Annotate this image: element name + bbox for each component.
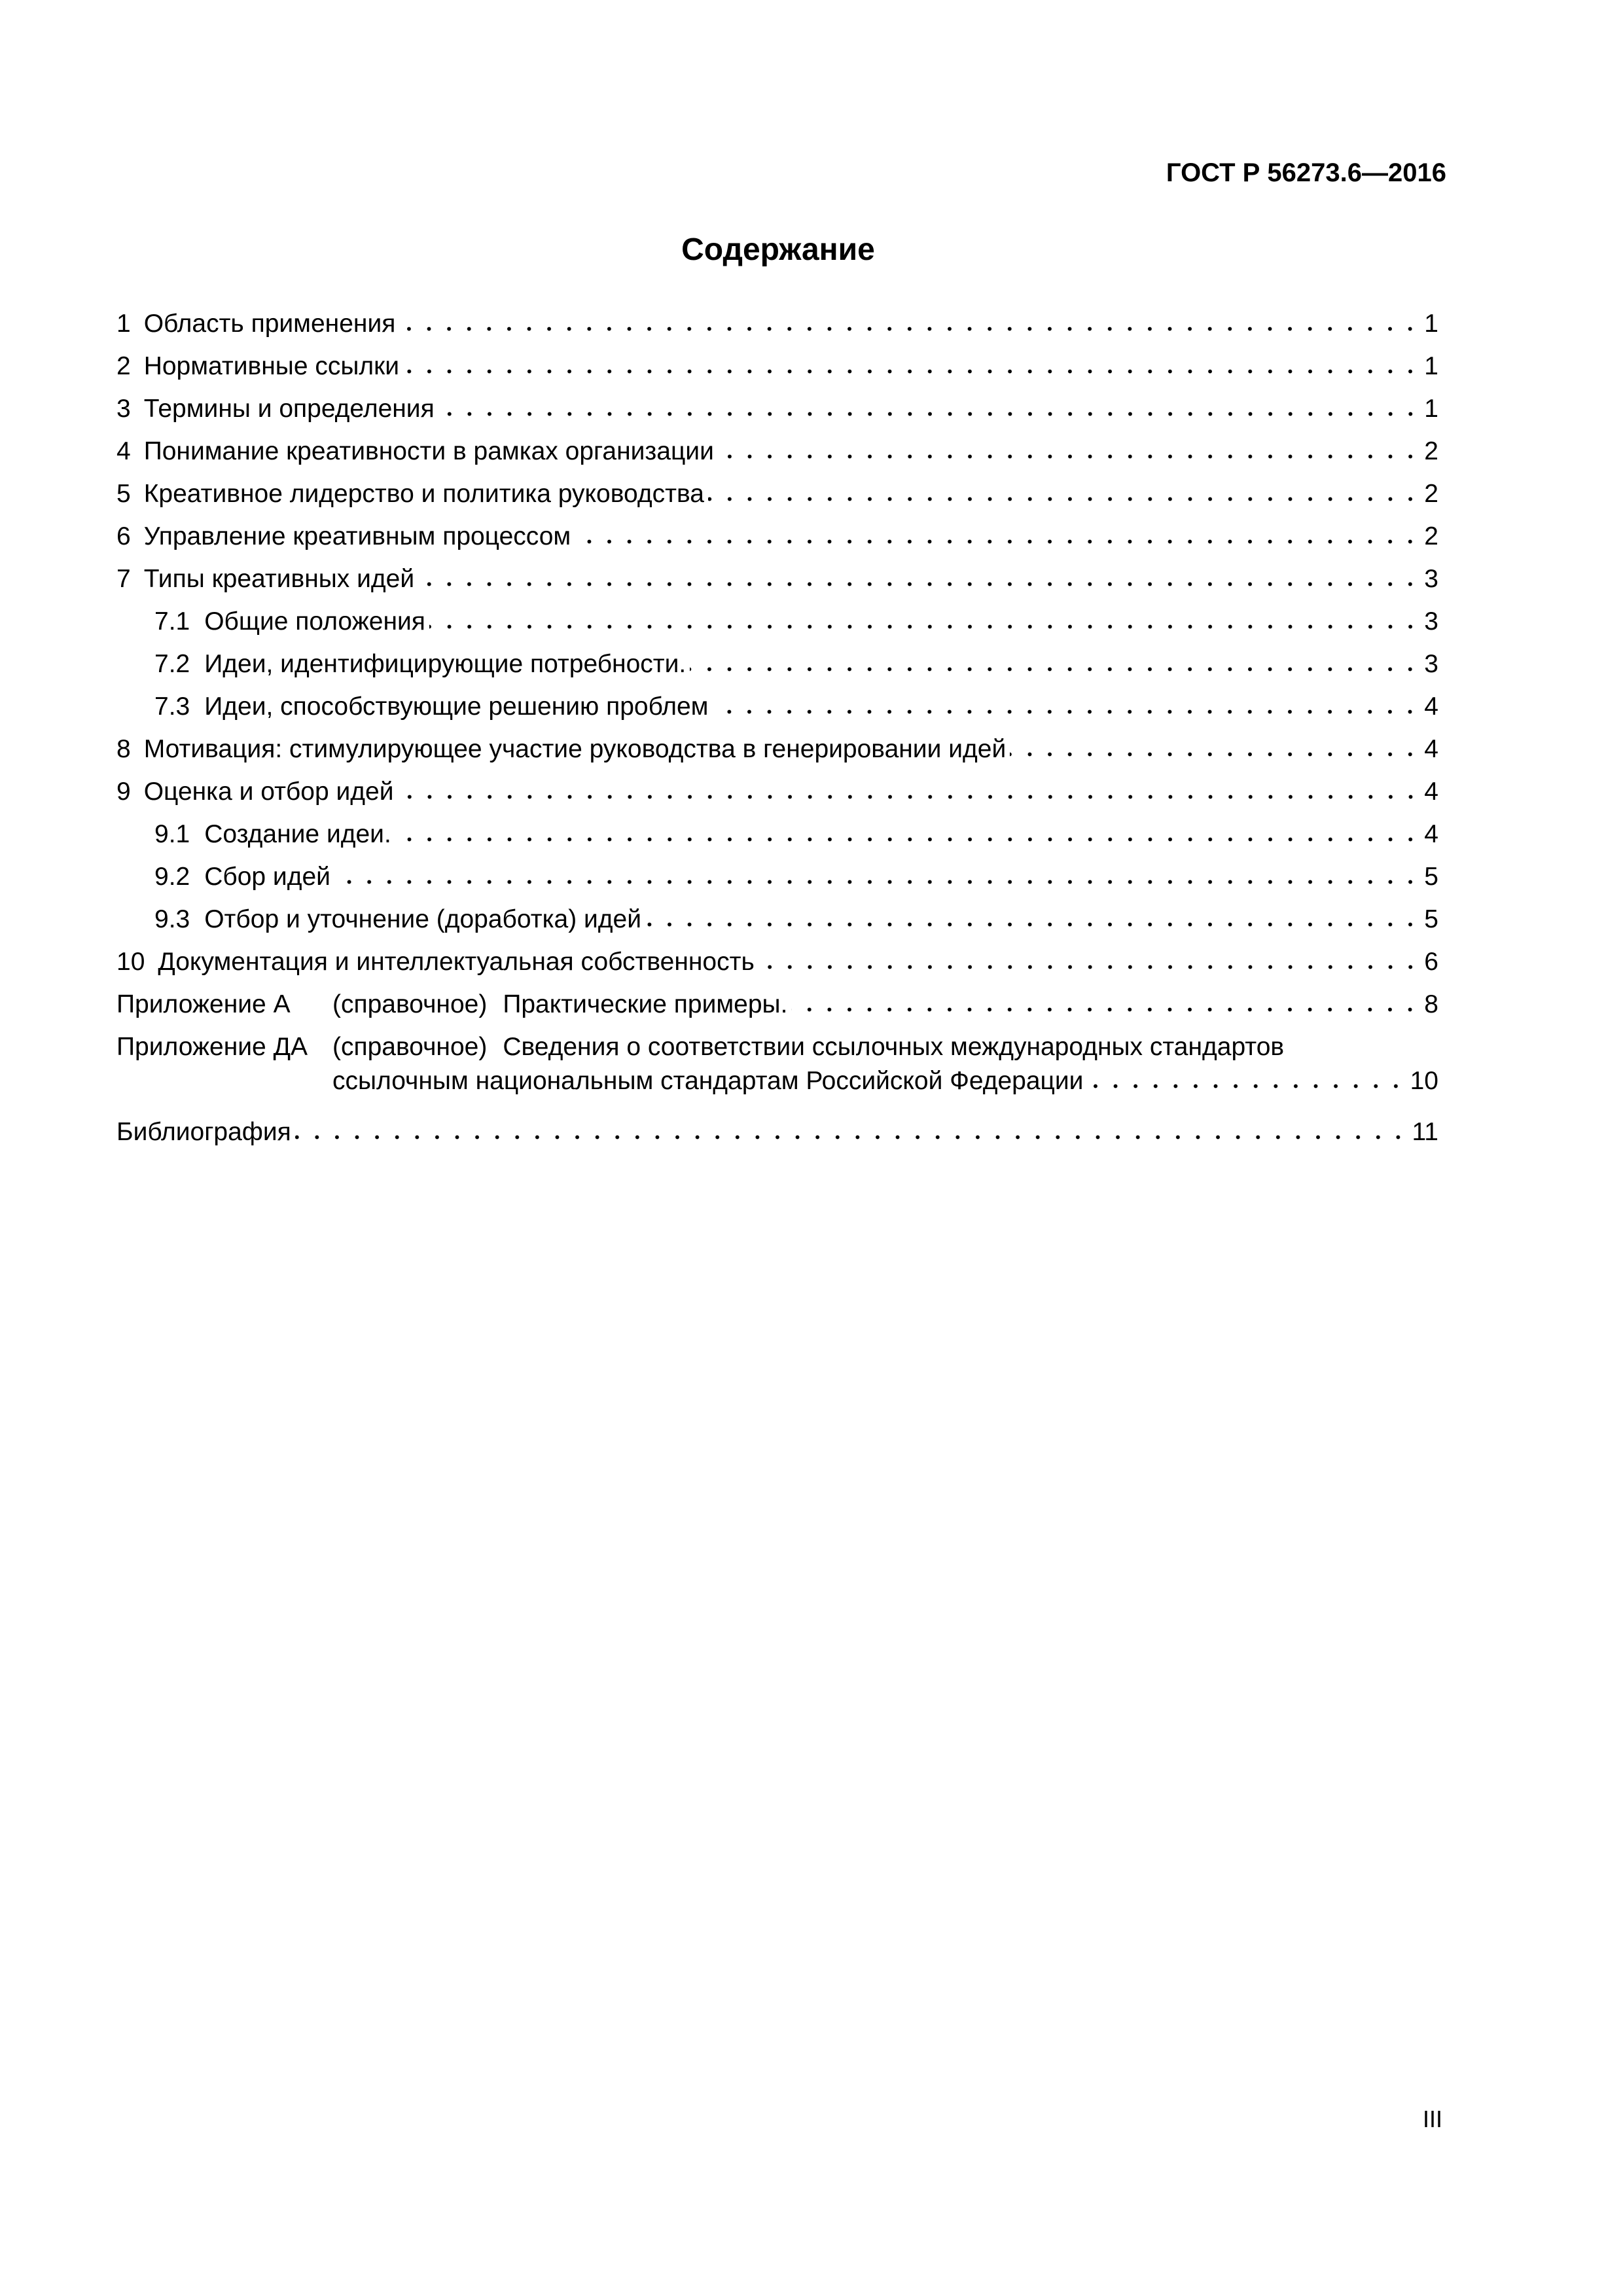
toc-entry-number: 6 (116, 522, 131, 550)
toc-subentry[interactable] (116, 864, 1438, 906)
toc-entry-text: Создание идеи. (204, 820, 391, 848)
toc-entry-text: Типы креативных идей (143, 565, 415, 593)
dot-leader (429, 624, 1420, 630)
document-code: ГОСТ Р 56273.6—2016 (1166, 158, 1446, 187)
toc-entry-number: 9.2 (154, 863, 190, 891)
toc-entry-number: 4 (116, 437, 131, 465)
annex-page: 10 (1410, 1067, 1438, 1095)
annex-title-line1: Сведения о соответствии ссылочных международных стандартов (503, 1033, 1285, 1061)
toc-entry-page: 4 (1424, 820, 1438, 848)
annex-label: Приложение ДА (116, 1033, 308, 1061)
toc-entry-text: Документация и интеллектуальная собственность (158, 948, 755, 976)
toc-entry-number: 10 (116, 948, 145, 976)
toc-entry[interactable] (116, 736, 1438, 779)
toc-entry-page: 4 (1424, 692, 1438, 721)
toc-entry-text: Общие положения (204, 607, 425, 636)
toc-entry-text: Идеи, способствующие решению проблем (204, 692, 709, 721)
toc-entry-number: 8 (116, 735, 131, 763)
annex-page: 8 (1424, 990, 1438, 1018)
dot-leader (645, 922, 1420, 927)
toc-entry-page: 3 (1424, 650, 1438, 678)
toc-entry-number: 9.1 (154, 820, 190, 848)
dot-leader (295, 1134, 1408, 1140)
dot-leader (418, 581, 1420, 587)
annex-label: Приложение А (116, 990, 291, 1018)
toc-entry[interactable] (116, 311, 1438, 353)
toc-entry-text: Креативное лидерство и политика руководства (143, 480, 704, 508)
annex-title: Практические примеры. (503, 990, 788, 1018)
toc-entry-text: Термины и определения (143, 395, 435, 423)
toc-subentry[interactable] (116, 609, 1438, 651)
toc-subentry[interactable] (116, 651, 1438, 694)
toc-entry-number: 7 (116, 565, 131, 593)
toc-entry-text: Мотивация: стимулирующее участие руководства в генерировании идей (143, 735, 1007, 763)
dot-leader (718, 454, 1420, 459)
toc-entry-number: 1 (116, 310, 131, 338)
toc-entry-number: 5 (116, 480, 131, 508)
annex-title-line2: ссылочным национальным стандартам Российской Федерации (332, 1067, 1084, 1095)
toc-entry-number: 3 (116, 395, 131, 423)
toc-subentry[interactable] (116, 821, 1438, 864)
toc-entry-page: 2 (1424, 522, 1438, 550)
dot-leader (708, 496, 1420, 502)
dot-leader (758, 964, 1420, 970)
dot-leader (334, 879, 1420, 885)
annex-da-line1 (116, 1034, 1438, 1068)
dot-leader (395, 836, 1420, 842)
dot-leader (791, 1007, 1420, 1013)
dot-leader (398, 794, 1421, 800)
toc-entry-text: Идеи, идентифицирующие потребности. (204, 650, 687, 678)
table-of-contents (116, 311, 1438, 1162)
dot-leader (438, 411, 1421, 417)
dot-leader (403, 368, 1420, 374)
toc-entry-page: 6 (1424, 948, 1438, 976)
toc-entry[interactable] (116, 949, 1438, 992)
toc-entry-text: Сбор идей (204, 863, 330, 891)
toc-entry[interactable] (116, 439, 1438, 481)
toc-entry[interactable] (116, 566, 1438, 609)
toc-entry-number: 9 (116, 778, 131, 806)
toc-entry-page: 5 (1424, 905, 1438, 933)
toc-annex-da[interactable] (116, 1034, 1438, 1119)
toc-entry-text: Отбор и уточнение (доработка) идей (204, 905, 642, 933)
annex-da-line2 (116, 1068, 1438, 1111)
dot-leader (712, 709, 1420, 715)
bibliography-label: Библиография (116, 1118, 291, 1146)
toc-entry[interactable] (116, 481, 1438, 524)
toc-entry-text: Нормативные ссылки (143, 352, 399, 380)
toc-entry-number: 7.2 (154, 650, 190, 678)
toc-entry-page: 1 (1424, 352, 1438, 380)
toc-subentry[interactable] (116, 906, 1438, 949)
bibliography-page: 11 (1412, 1118, 1438, 1146)
toc-annex-a[interactable] (116, 992, 1438, 1034)
toc-entry-page: 3 (1424, 565, 1438, 593)
toc-entry-page: 4 (1424, 778, 1438, 806)
toc-entry[interactable] (116, 396, 1438, 439)
toc-entry[interactable] (116, 524, 1438, 566)
toc-entry[interactable] (116, 353, 1438, 396)
toc-bibliography[interactable] (116, 1119, 1438, 1162)
dot-leader (575, 539, 1420, 545)
dot-leader (690, 666, 1420, 672)
toc-entry-page: 4 (1424, 735, 1438, 763)
toc-entry[interactable] (116, 779, 1438, 821)
annex-type: (справочное) (332, 990, 488, 1018)
toc-entry-page: 2 (1424, 480, 1438, 508)
toc-entry-number: 2 (116, 352, 131, 380)
toc-title: Содержание (681, 232, 875, 267)
toc-entry-page: 1 (1424, 395, 1438, 423)
toc-entry-page: 2 (1424, 437, 1438, 465)
toc-entry-text: Оценка и отбор идей (143, 778, 394, 806)
dot-leader (1087, 1083, 1406, 1089)
toc-subentry[interactable] (116, 694, 1438, 736)
dot-leader (399, 326, 1420, 332)
toc-entry-text: Управление креативным процессом (143, 522, 571, 550)
dot-leader (1010, 751, 1420, 757)
toc-entry-text: Понимание креативности в рамках организации (143, 437, 714, 465)
toc-entry-number: 9.3 (154, 905, 190, 933)
toc-entry-text: Область применения (143, 310, 396, 338)
toc-entry-page: 1 (1424, 310, 1438, 338)
page-number: III (1422, 2106, 1442, 2132)
toc-entry-number: 7.3 (154, 692, 190, 721)
toc-entry-page: 5 (1424, 863, 1438, 891)
annex-type: (справочное) (332, 1033, 488, 1061)
toc-entry-number: 7.1 (154, 607, 190, 636)
toc-entry-page: 3 (1424, 607, 1438, 636)
